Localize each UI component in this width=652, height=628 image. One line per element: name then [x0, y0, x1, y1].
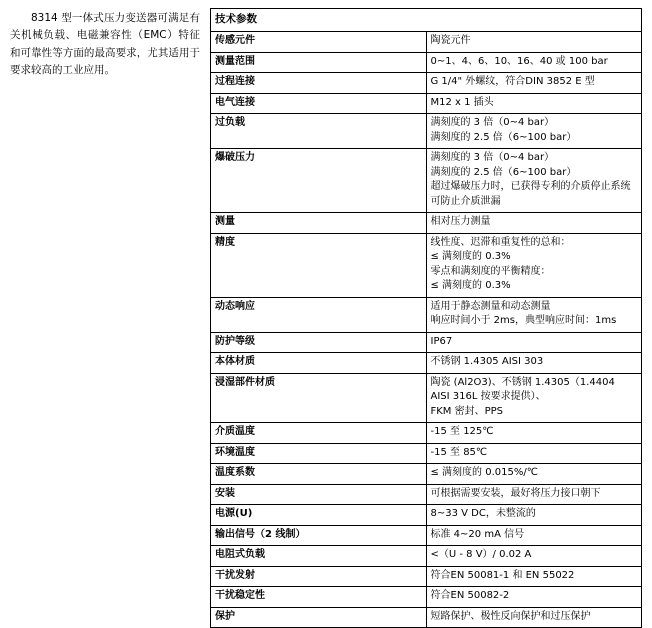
spec-value	[426, 587, 642, 608]
spec-label: 环境温度	[211, 443, 427, 464]
spec-value-line: G 1/4" 外螺纹，符合DIN 3852 E 型	[430, 76, 595, 88]
table-row	[211, 149, 642, 213]
spec-value	[426, 297, 642, 332]
spec-value-line: 标准 4~20 mA 信号	[430, 528, 525, 540]
spec-value	[426, 373, 642, 423]
specifications-table-body	[211, 9, 642, 628]
spec-label: 爆破压力	[211, 149, 427, 213]
spec-value-line: <（U - 8 V）/ 0.02 A	[430, 549, 532, 561]
spec-value-line: 符合EN 50082-2	[430, 590, 510, 602]
spec-value-line: ≤ 满刻度的 0.3%	[430, 280, 511, 292]
spec-value-line: 超过爆破压力时，已获得专利的介质停止系统可防止介质泄漏	[430, 181, 631, 207]
table-row	[211, 607, 642, 628]
table-row	[211, 32, 642, 53]
spec-value	[426, 114, 642, 149]
spec-value-line: 零点和满刻度的平衡精度：	[430, 265, 551, 277]
table-row	[211, 233, 642, 297]
intro-paragraph-block	[10, 10, 200, 79]
table-row	[211, 114, 642, 149]
spec-value-line: ≤ 满刻度的 0.015%/℃	[430, 467, 538, 479]
table-row	[211, 213, 642, 234]
spec-value	[426, 607, 642, 628]
spec-value	[426, 525, 642, 546]
spec-value-line: 陶瓷 (Al2O3)、不锈钢 1.4305（1.4404 AISI 316L 按要求提供）、	[430, 376, 615, 403]
spec-value-line: 适用于静态测量和动态测量	[430, 300, 551, 312]
table-row	[211, 525, 642, 546]
spec-value	[426, 32, 642, 53]
intro-paragraph: 8314 型一体式压力变送器可满足有关机械负载、电磁兼容性（EMC）特征和可靠性等方面的最高要求，尤其适用于要求较高的工业应用。	[10, 12, 200, 76]
spec-value-line: 陶瓷元件	[430, 35, 471, 47]
spec-label: 电气连接	[211, 93, 427, 114]
spec-label: 浸湿部件材质	[211, 373, 427, 423]
spec-label: 防护等级	[211, 332, 427, 353]
table-title-row	[211, 9, 642, 32]
spec-label: 介质温度	[211, 423, 427, 444]
spec-value-line: 短路保护、极性反向保护和过压保护	[430, 610, 591, 622]
spec-label: 电源(U)	[211, 505, 427, 526]
spec-value	[426, 546, 642, 567]
spec-value	[426, 73, 642, 94]
spec-value-line: M12 x 1 插头	[430, 96, 494, 108]
spec-label: 过程连接	[211, 73, 427, 94]
spec-value	[426, 93, 642, 114]
spec-label: 本体材质	[211, 353, 427, 374]
spec-label: 过负载	[211, 114, 427, 149]
spec-value-line: 满刻度的 2.5 倍（6~100 bar）	[430, 166, 577, 178]
spec-value-line: -15 至 85℃	[430, 446, 488, 458]
spec-value-line: 满刻度的 2.5 倍（6~100 bar）	[430, 131, 577, 143]
table-row	[211, 484, 642, 505]
spec-value	[426, 52, 642, 73]
table-row	[211, 546, 642, 567]
spec-label: 保护	[211, 607, 427, 628]
spec-value-line: 相对压力测量	[430, 216, 491, 228]
spec-label: 电阻式负载	[211, 546, 427, 567]
spec-value-line: 不锈钢 1.4305 AISI 303	[430, 356, 544, 368]
spec-value	[426, 566, 642, 587]
spec-value	[426, 423, 642, 444]
table-row	[211, 73, 642, 94]
table-row	[211, 353, 642, 374]
spec-value-line: 响应时间小于 2ms，典型响应时间：1ms	[430, 315, 617, 327]
table-row	[211, 587, 642, 608]
table-title: 技术参数	[211, 9, 642, 32]
spec-value	[426, 505, 642, 526]
spec-label: 安装	[211, 484, 427, 505]
spec-value-line: FKM 密封、PPS	[430, 405, 504, 417]
spec-label: 传感元件	[211, 32, 427, 53]
spec-value-line: -15 至 125℃	[430, 426, 494, 438]
spec-value-line: IP67	[430, 335, 453, 347]
spec-value	[426, 353, 642, 374]
specifications-table	[210, 8, 642, 628]
table-row	[211, 52, 642, 73]
table-row	[211, 423, 642, 444]
spec-value	[426, 443, 642, 464]
spec-value-line: 可根据需要安装，最好将压力接口朝下	[430, 487, 601, 499]
spec-label: 精度	[211, 233, 427, 297]
table-row	[211, 93, 642, 114]
spec-label: 干扰发射	[211, 566, 427, 587]
table-row	[211, 297, 642, 332]
spec-value-line: 8~33 V DC，未整流的	[430, 508, 536, 520]
spec-value	[426, 233, 642, 297]
table-row	[211, 373, 642, 423]
spec-label: 温度系数	[211, 464, 427, 485]
spec-value-line: 符合EN 50081-1 和 EN 55022	[430, 569, 575, 581]
spec-label: 动态响应	[211, 297, 427, 332]
spec-value-line: 满刻度的 3 倍（0~4 bar）	[430, 152, 555, 164]
spec-label: 输出信号（2 线制）	[211, 525, 427, 546]
spec-value	[426, 213, 642, 234]
spec-value-line: 满刻度的 3 倍（0~4 bar）	[430, 117, 555, 129]
spec-value-line: 0~1、4、6、10、16、40 或 100 bar	[430, 55, 608, 67]
table-row	[211, 505, 642, 526]
spec-label: 干扰稳定性	[211, 587, 427, 608]
specifications-section	[210, 8, 642, 628]
table-row	[211, 566, 642, 587]
spec-value	[426, 484, 642, 505]
spec-label: 测量	[211, 213, 427, 234]
spec-value	[426, 332, 642, 353]
table-row	[211, 443, 642, 464]
spec-label: 测量范围	[211, 52, 427, 73]
table-row	[211, 332, 642, 353]
spec-value-line: ≤ 满刻度的 0.3%	[430, 251, 511, 263]
spec-value	[426, 149, 642, 213]
spec-value-line: 线性度、迟滞和重复性的总和：	[430, 236, 571, 248]
